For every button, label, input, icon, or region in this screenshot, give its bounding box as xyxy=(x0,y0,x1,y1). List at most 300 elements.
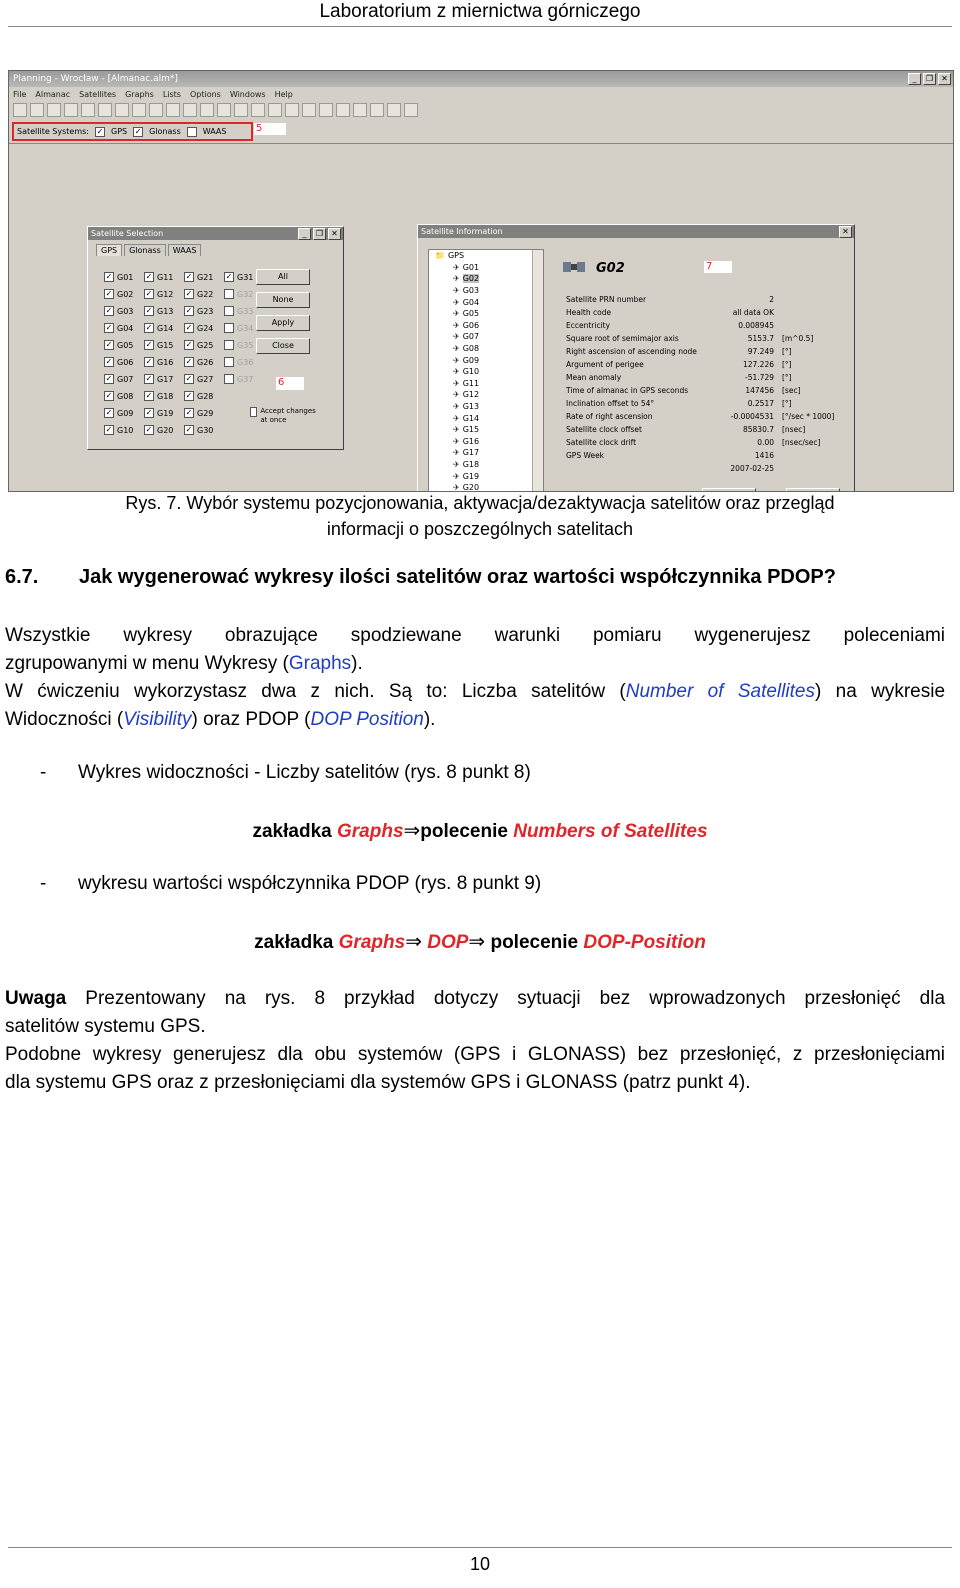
tab-gps[interactable]: GPS xyxy=(96,244,122,256)
satellite-label: G08 xyxy=(117,391,134,401)
toolbar-icon[interactable] xyxy=(47,103,61,117)
satellite-label: G27 xyxy=(197,374,214,384)
tree-item[interactable] xyxy=(429,331,543,343)
property-value: 2 xyxy=(769,295,774,304)
satellite-label: G18 xyxy=(157,391,174,401)
satellite-label: G26 xyxy=(197,357,214,367)
menu-item[interactable]: Windows xyxy=(229,89,266,99)
checkbox[interactable]: ✓ xyxy=(145,272,153,281)
dialog-title: Satellite Information xyxy=(421,227,503,236)
checkbox[interactable]: ✓ xyxy=(105,357,113,366)
checkbox[interactable] xyxy=(224,306,234,316)
checkbox[interactable]: ✓ xyxy=(185,340,193,349)
satellite-label: G22 xyxy=(197,289,214,299)
none-button[interactable]: None xyxy=(256,292,310,308)
command-2 xyxy=(0,929,960,954)
satellite-label: G37 xyxy=(237,374,254,384)
property-unit: [sec] xyxy=(782,386,801,395)
checkbox[interactable]: ✓ xyxy=(185,306,193,315)
checkbox[interactable]: ✓ xyxy=(185,391,193,400)
bullet-2: - wykresu wartości współczynnika PDOP (rys. 8 punkt 9) xyxy=(40,873,542,894)
tree-item[interactable] xyxy=(429,354,543,366)
satellite-checkbox-item[interactable] xyxy=(184,407,224,419)
satellite-checkbox-item[interactable] xyxy=(104,373,144,385)
window-title: Planning - Wrocław - [Almanac.alm*] xyxy=(13,74,178,84)
dialog-title: Satellite Selection xyxy=(91,229,164,238)
checkbox[interactable]: ✓ xyxy=(105,323,113,332)
toolbar-icon[interactable] xyxy=(251,103,265,117)
text: zakładka xyxy=(254,932,334,953)
toolbar-icon[interactable] xyxy=(200,103,214,117)
menu-item[interactable]: Almanac xyxy=(35,89,71,99)
satellite-information-dialog xyxy=(417,224,855,492)
accept-changes-option[interactable] xyxy=(250,407,316,425)
checkbox[interactable]: ✓ xyxy=(145,340,153,349)
satellite-checkbox-item[interactable] xyxy=(144,305,184,317)
checkbox[interactable]: ✓ xyxy=(145,374,153,383)
satellite-checkbox-grid xyxy=(104,271,264,436)
minimize-icon[interactable]: _ xyxy=(298,228,311,240)
numbers-of-satellites-term: Numbers of Satellites xyxy=(513,821,708,842)
satellite-label: G07 xyxy=(117,374,134,384)
dialog-titlebar xyxy=(418,225,854,238)
tree-item-label: G08 xyxy=(462,344,480,354)
checkbox[interactable] xyxy=(224,340,234,350)
satellite-icon: ✈ xyxy=(453,471,460,481)
toolbar-icon[interactable] xyxy=(234,103,248,117)
tree-item[interactable] xyxy=(429,459,543,471)
dialog-titlebar xyxy=(88,227,343,240)
toolbar-icon[interactable] xyxy=(30,103,44,117)
satellite-checkbox-item[interactable] xyxy=(224,390,264,402)
tree-scrollbar[interactable] xyxy=(532,250,543,492)
tree-item-label: G06 xyxy=(462,320,480,330)
checkbox[interactable]: ✓ xyxy=(105,272,113,281)
property-name: Time of almanac in GPS seconds xyxy=(566,386,689,395)
satellite-properties xyxy=(566,293,836,475)
note-label: Uwaga xyxy=(5,988,67,1009)
menu-item[interactable]: Lists xyxy=(162,89,181,99)
satellite-name: G02 xyxy=(596,261,625,276)
satellite-label: G09 xyxy=(117,408,134,418)
menu-item[interactable]: File xyxy=(13,89,27,99)
tree-item[interactable] xyxy=(429,296,543,308)
checkbox[interactable]: ✓ xyxy=(105,425,113,434)
tree-item[interactable] xyxy=(429,378,543,390)
toolbar xyxy=(9,101,953,119)
satellite-label: G28 xyxy=(197,391,214,401)
checkbox[interactable]: ✓ xyxy=(105,374,113,383)
satellite-icon: ✈ xyxy=(453,459,460,469)
property-row xyxy=(566,423,836,436)
close-button[interactable]: Close xyxy=(256,338,310,354)
satellite-checkbox-item[interactable] xyxy=(144,288,184,300)
paragraph-3-line-1 xyxy=(5,1041,945,1069)
satellite-checkbox-item[interactable] xyxy=(104,407,144,419)
toolbar-icon[interactable] xyxy=(268,103,282,117)
satellite-checkbox-item[interactable] xyxy=(104,356,144,368)
tree-item-label: G20 xyxy=(462,483,480,492)
apply-button[interactable]: Apply xyxy=(256,315,310,331)
satellite-label: G24 xyxy=(197,323,214,333)
accept-checkbox[interactable] xyxy=(250,407,257,417)
tree-item-label: G09 xyxy=(462,355,480,365)
heading-number: 6.7. xyxy=(5,566,39,588)
number-of-satellites-term: Number of Satellites xyxy=(625,681,815,702)
satellite-checkbox-item[interactable] xyxy=(104,390,144,402)
menu-item[interactable]: Options xyxy=(189,89,221,99)
satellite-checkbox-item[interactable] xyxy=(104,288,144,300)
satellite-label: G16 xyxy=(157,357,174,367)
satellite-checkbox-item[interactable] xyxy=(144,373,184,385)
property-unit: [°] xyxy=(782,360,792,369)
paragraph-3-line-2 xyxy=(5,1069,945,1097)
satellite-checkbox-item[interactable] xyxy=(104,305,144,317)
text: Prezentowany na rys. 8 przykład dotyczy sytuacji bez wprowadzonych przesłonięć dla xyxy=(85,988,946,1009)
satellite-checkbox-item[interactable] xyxy=(224,356,264,368)
close-icon[interactable]: ✕ xyxy=(839,226,852,238)
property-value: 85830.7 xyxy=(742,425,774,434)
satellite-checkbox-item[interactable] xyxy=(144,322,184,334)
gps-checkbox[interactable]: ✓ xyxy=(96,126,104,136)
satellite-label: G32 xyxy=(237,289,254,299)
property-unit: [°] xyxy=(782,399,792,408)
satellite-tree xyxy=(428,249,544,492)
restore-icon[interactable]: ❐ xyxy=(923,73,936,85)
toolbar-icon[interactable] xyxy=(115,103,129,117)
checkbox[interactable]: ✓ xyxy=(145,357,153,366)
checkbox[interactable]: ✓ xyxy=(105,340,113,349)
satellite-checkbox-item[interactable] xyxy=(184,373,224,385)
toolbar-icon[interactable] xyxy=(336,103,350,117)
graphs-term: Graphs xyxy=(288,653,352,674)
satellite-label: G31 xyxy=(237,272,254,282)
satellite-checkbox-item[interactable] xyxy=(104,424,144,436)
satellite-icon: ✈ xyxy=(453,402,460,412)
close-icon[interactable]: ✕ xyxy=(938,73,951,85)
satellite-checkbox-item[interactable] xyxy=(144,339,184,351)
satellite-icon: ✈ xyxy=(453,425,460,435)
visibility-term: Visibility xyxy=(123,709,192,730)
tree-item-label: G18 xyxy=(462,459,480,469)
text: satelitów systemu GPS. xyxy=(5,1016,206,1037)
checkbox[interactable] xyxy=(224,289,234,299)
text: ). xyxy=(351,653,363,674)
checkbox[interactable] xyxy=(224,374,234,384)
satellite-label: G20 xyxy=(157,425,174,435)
property-row xyxy=(566,332,836,345)
system-glonass: Glonass xyxy=(149,127,181,136)
paragraph-1-line-2 xyxy=(5,650,945,678)
implies-arrow: ⇒ xyxy=(405,931,422,953)
property-row xyxy=(566,436,836,449)
checkbox[interactable]: ✓ xyxy=(185,408,193,417)
text: Widoczności ( xyxy=(5,709,124,730)
tree-item[interactable] xyxy=(429,401,543,413)
toolbar-icon[interactable] xyxy=(302,103,316,117)
property-row xyxy=(566,293,836,306)
tree-item[interactable] xyxy=(429,320,543,332)
checkbox[interactable]: ✓ xyxy=(145,425,153,434)
tree-item-label: G11 xyxy=(462,378,480,388)
tree-item[interactable] xyxy=(429,273,543,285)
checkbox[interactable]: ✓ xyxy=(185,425,193,434)
glonass-checkbox[interactable]: ✓ xyxy=(134,126,142,136)
satellite-icon: ✈ xyxy=(453,483,460,492)
satellite-label: G11 xyxy=(157,272,174,282)
satellite-icon: ✈ xyxy=(453,297,460,307)
property-row xyxy=(566,371,836,384)
satellite-selection-dialog xyxy=(87,226,344,450)
text: W ćwiczeniu wykorzystasz dwa z nich. Są to: Liczba satelitów ( xyxy=(5,681,626,702)
toolbar-icon[interactable] xyxy=(64,103,78,117)
tree-item[interactable] xyxy=(429,366,543,378)
checkbox[interactable]: ✓ xyxy=(185,272,193,281)
checkbox[interactable]: ✓ xyxy=(185,357,193,366)
property-unit: [m^0.5] xyxy=(782,334,814,343)
tree-item[interactable] xyxy=(429,424,543,436)
dop-position-term: DOP Position xyxy=(310,709,424,730)
satellite-label: G04 xyxy=(117,323,134,333)
property-name: Satellite clock drift xyxy=(566,438,637,447)
checkbox[interactable]: ✓ xyxy=(185,289,193,298)
property-row xyxy=(566,449,836,462)
tree-root[interactable] xyxy=(429,250,543,262)
tab-waas[interactable]: WAAS xyxy=(168,244,202,256)
property-value: 0.2517 xyxy=(747,399,774,408)
satellite-icon: ✈ xyxy=(453,320,460,330)
command-1 xyxy=(0,818,960,843)
property-name: GPS Week xyxy=(566,451,605,460)
satellite-checkbox-item[interactable] xyxy=(224,424,264,436)
toolbar-icon[interactable] xyxy=(319,103,333,117)
tree-item-label: G16 xyxy=(462,436,480,446)
restore-icon[interactable]: ❐ xyxy=(313,228,326,240)
tree-item-label: G02 xyxy=(462,274,480,284)
implies-arrow: ⇒ xyxy=(403,820,421,842)
satellite-checkbox-item[interactable] xyxy=(184,339,224,351)
property-name: Rate of right ascension xyxy=(566,412,653,421)
tree-item-label: G15 xyxy=(462,425,480,435)
property-name: Satellite PRN number xyxy=(566,295,647,304)
menu-item[interactable]: Help xyxy=(274,89,293,99)
satellite-label: G33 xyxy=(237,306,254,316)
property-value: all data OK xyxy=(732,308,774,317)
text: zakładka xyxy=(252,821,332,842)
waas-checkbox[interactable] xyxy=(187,127,197,137)
satellite-checkbox-item[interactable] xyxy=(144,424,184,436)
tree-item[interactable] xyxy=(429,262,543,274)
toolbar-icon[interactable] xyxy=(183,103,197,117)
text: ). xyxy=(423,709,436,730)
toolbar-icon[interactable] xyxy=(353,103,367,117)
satellite-checkbox-item[interactable] xyxy=(224,373,264,385)
checkbox[interactable] xyxy=(224,323,234,333)
tab-glonass[interactable]: Glonass xyxy=(124,244,166,256)
tree-item[interactable] xyxy=(429,285,543,297)
paragraph-2-line-2 xyxy=(5,706,945,734)
figure-caption xyxy=(0,490,960,542)
tree-item-label: G17 xyxy=(462,448,480,458)
toolbar-icon[interactable] xyxy=(132,103,146,117)
tree-item-label: G03 xyxy=(462,286,480,296)
satellite-checkbox-item[interactable] xyxy=(184,424,224,436)
property-unit: [nsec/sec] xyxy=(782,438,821,447)
satellite-label: G36 xyxy=(237,357,254,367)
tree-item[interactable] xyxy=(429,343,543,355)
toolbar-icon[interactable] xyxy=(370,103,384,117)
tree-item[interactable] xyxy=(429,308,543,320)
property-value: 5153.7 xyxy=(747,334,774,343)
toolbar-icon[interactable] xyxy=(387,103,401,117)
property-name: Right ascension of ascending node xyxy=(566,347,697,356)
folder-icon: 📁 xyxy=(435,251,445,261)
satellite-label: G30 xyxy=(197,425,214,435)
property-value: 0.00 xyxy=(757,438,774,447)
text: ) oraz PDOP ( xyxy=(191,709,311,730)
property-row xyxy=(566,410,836,423)
toolbar-icon[interactable] xyxy=(13,103,27,117)
tree-item-label: G05 xyxy=(462,309,480,319)
checkbox[interactable]: ✓ xyxy=(105,391,113,400)
checkbox[interactable]: ✓ xyxy=(145,289,153,298)
dop-position-term: DOP-Position xyxy=(583,932,706,953)
bullet-1: - Wykres widoczności - Liczby satelitów (rys. 8 punkt 8) xyxy=(40,762,531,783)
tree-item[interactable] xyxy=(429,389,543,401)
tree-item-label: G13 xyxy=(462,402,480,412)
satellite-label: G12 xyxy=(157,289,174,299)
checkbox[interactable]: ✓ xyxy=(105,306,113,315)
checkbox[interactable]: ✓ xyxy=(145,408,153,417)
toolbar-icon[interactable] xyxy=(81,103,95,117)
property-unit: [°/sec * 1000] xyxy=(782,412,835,421)
satellite-label: G03 xyxy=(117,306,134,316)
figure-screenshot xyxy=(8,70,954,492)
header-rule xyxy=(8,26,952,27)
all-button[interactable]: All xyxy=(256,269,310,285)
checkbox[interactable]: ✓ xyxy=(105,408,113,417)
checkbox[interactable]: ✓ xyxy=(225,272,233,281)
system-waas: WAAS xyxy=(202,127,227,136)
tree-item-label: G14 xyxy=(462,413,480,423)
satellite-checkbox-item[interactable] xyxy=(144,390,184,402)
satellite-label: G35 xyxy=(237,340,254,350)
satellite-label: G06 xyxy=(117,357,134,367)
toolbar-icon[interactable] xyxy=(217,103,231,117)
graphs-term: Graphs xyxy=(338,932,406,953)
toolbar-icon[interactable] xyxy=(166,103,180,117)
satellite-checkbox-item[interactable] xyxy=(144,356,184,368)
checkbox[interactable]: ✓ xyxy=(145,306,153,315)
satellite-label: G17 xyxy=(157,374,174,384)
satellite-checkbox-item[interactable] xyxy=(184,305,224,317)
satellite-checkbox-item[interactable] xyxy=(184,356,224,368)
tree-item[interactable] xyxy=(429,436,543,448)
satellite-checkbox-item[interactable] xyxy=(144,407,184,419)
accept-label: Accept changes at once xyxy=(260,407,316,424)
satellite-label: G23 xyxy=(197,306,214,316)
section-heading xyxy=(5,566,836,589)
property-value: 2007-02-25 xyxy=(730,464,774,473)
text: polecenie xyxy=(490,932,579,953)
property-row xyxy=(566,462,836,475)
toolbar-icon[interactable] xyxy=(98,103,112,117)
checkbox[interactable]: ✓ xyxy=(185,323,193,332)
bullet-text: Wykres widoczności - Liczby satelitów (rys. 8 punkt 8) xyxy=(78,762,531,783)
satellite-label: G01 xyxy=(117,272,134,282)
satellite-checkbox-item[interactable] xyxy=(184,288,224,300)
satellite-label: G15 xyxy=(157,340,174,350)
tree-item[interactable] xyxy=(429,447,543,459)
menu-item[interactable]: Graphs xyxy=(125,89,154,99)
satellite-label: G02 xyxy=(117,289,134,299)
checkbox[interactable]: ✓ xyxy=(105,289,113,298)
property-row xyxy=(566,345,836,358)
satellite-icon: ✈ xyxy=(453,378,460,388)
text: ) na wykresie xyxy=(814,681,946,702)
satellite-checkbox-item[interactable] xyxy=(184,322,224,334)
satellite-icon: ✈ xyxy=(453,448,460,458)
toolbar-icon[interactable] xyxy=(404,103,418,117)
property-name: Mean anomaly xyxy=(566,373,622,382)
tree-item-label: G04 xyxy=(462,297,480,307)
satellite-checkbox-item[interactable] xyxy=(144,271,184,283)
checkbox[interactable] xyxy=(224,357,234,367)
toolbar-icon[interactable] xyxy=(285,103,299,117)
satellite-icon: ✈ xyxy=(453,344,460,354)
checkbox[interactable]: ✓ xyxy=(185,374,193,383)
tree-item[interactable] xyxy=(429,412,543,424)
property-unit: [nsec] xyxy=(782,425,806,434)
minimize-icon[interactable]: _ xyxy=(908,73,921,85)
property-value: 147456 xyxy=(745,386,774,395)
text: Wszystkie wykresy obrazujące spodziewane warunki pomiaru wygenerujesz poleceniami xyxy=(5,625,945,646)
note-line-1 xyxy=(5,985,945,1013)
satellite-icon: ✈ xyxy=(453,390,460,400)
page-header: Laboratorium z miernictwa górniczego xyxy=(319,1,641,22)
marker-5: 5 xyxy=(254,123,286,135)
property-row xyxy=(566,358,836,371)
close-icon[interactable]: ✕ xyxy=(328,228,341,240)
satellite-icon: ✈ xyxy=(453,413,460,423)
property-row xyxy=(566,384,836,397)
note-line-2 xyxy=(5,1013,945,1041)
checkbox[interactable]: ✓ xyxy=(145,323,153,332)
toolbar-icon[interactable] xyxy=(149,103,163,117)
footer-rule xyxy=(8,1547,952,1548)
satellite-label: G05 xyxy=(117,340,134,350)
satellite-checkbox-item[interactable] xyxy=(184,390,224,402)
satellite-checkbox-item[interactable] xyxy=(104,322,144,334)
menu-item[interactable]: Satellites xyxy=(79,89,117,99)
paragraph-1-line-1 xyxy=(5,622,945,650)
heading-text: Jak wygenerować wykresy ilości satelitów oraz wartości współczynnika PDOP? xyxy=(79,566,836,588)
satellite-checkbox-item[interactable] xyxy=(104,339,144,351)
satellite-icon: ✈ xyxy=(453,309,460,319)
checkbox[interactable]: ✓ xyxy=(145,391,153,400)
marker-6: 6 xyxy=(276,377,304,390)
satellite-icon: ✈ xyxy=(453,436,460,446)
tree-item[interactable] xyxy=(429,470,543,482)
satellite-icon: ✈ xyxy=(453,367,460,377)
property-name: Satellite clock offset xyxy=(566,425,642,434)
dop-term: DOP xyxy=(427,932,469,953)
property-name: Square root of semimajor axis xyxy=(566,334,679,343)
satellite-checkbox-item[interactable] xyxy=(184,271,224,283)
property-row xyxy=(566,319,836,332)
satellite-checkbox-item[interactable] xyxy=(104,271,144,283)
satellite-icon: ✈ xyxy=(453,262,460,272)
